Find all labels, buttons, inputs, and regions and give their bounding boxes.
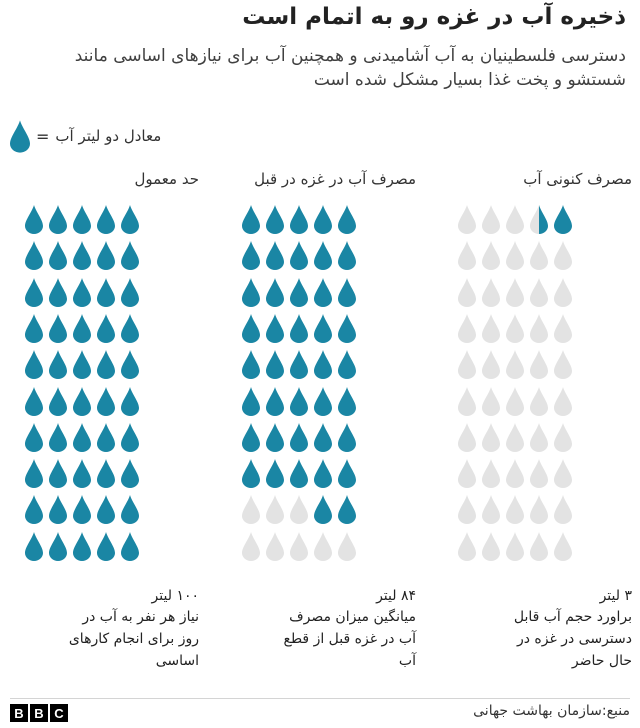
water-drop-icon: [338, 532, 356, 561]
water-drop-icon: [554, 459, 572, 488]
water-drop-icon: [314, 205, 332, 234]
value-description: نیاز هر نفر به آب در روز برای انجام کارهای اساسی: [68, 609, 199, 669]
water-drop-icon: [97, 205, 115, 234]
water-drop-icon: [266, 314, 284, 343]
water-drop-icon: [25, 278, 43, 307]
water-drop-icon: [49, 350, 67, 379]
water-drop-icon: [73, 350, 91, 379]
water-drop-icon: [121, 532, 139, 561]
water-drop-icon: [338, 387, 356, 416]
water-drop-icon: [506, 423, 524, 452]
water-drop-icon: [458, 350, 476, 379]
water-drop-icon: [97, 278, 115, 307]
water-drop-icon: [482, 532, 500, 561]
water-drop-icon: [338, 495, 356, 524]
logo-letter: C: [50, 704, 68, 722]
water-drop-icon: [458, 423, 476, 452]
water-drop-icon: [266, 241, 284, 270]
water-drop-icon: [49, 314, 67, 343]
water-drop-icon: [242, 350, 260, 379]
water-drop-icon: [25, 314, 43, 343]
logo-letter: B: [10, 704, 28, 722]
water-drop-icon: [242, 314, 260, 343]
water-drop-icon: [530, 423, 548, 452]
water-drop-icon: [554, 387, 572, 416]
water-drop-icon: [482, 314, 500, 343]
water-drop-icon: [290, 459, 308, 488]
water-drop-icon: [554, 205, 572, 234]
water-drop-icon: [25, 387, 43, 416]
water-drop-icon: [290, 350, 308, 379]
water-drop-icon: [121, 205, 139, 234]
water-drop-icon: [314, 387, 332, 416]
drop-grid: [216, 205, 356, 567]
water-drop-icon: [290, 278, 308, 307]
water-drop-icon: [25, 205, 43, 234]
water-drop-icon: [49, 423, 67, 452]
water-drop-icon: [314, 532, 332, 561]
panel-previous: [216, 0, 416, 700]
water-drop-icon: [506, 314, 524, 343]
water-drop-icon: [97, 495, 115, 524]
water-drop-icon: [530, 459, 548, 488]
value-label: ۳ لیتر: [599, 588, 632, 604]
water-drop-icon: [266, 423, 284, 452]
water-drop-icon: [97, 532, 115, 561]
water-drop-icon: [49, 495, 67, 524]
chart-title: ذخیره آب در غزه رو به اتمام است: [242, 4, 626, 30]
water-drop-icon: [314, 350, 332, 379]
drop-grid: [0, 205, 139, 567]
water-drop-icon: [458, 532, 476, 561]
footer-divider: [10, 698, 630, 699]
water-drop-icon: [338, 241, 356, 270]
panel-normal: [0, 0, 199, 700]
water-drop-icon: [121, 350, 139, 379]
water-drop-icon: [458, 241, 476, 270]
water-drop-icon: [314, 241, 332, 270]
water-drop-icon: [97, 459, 115, 488]
water-drop-icon: [290, 387, 308, 416]
water-drop-icon: [290, 241, 308, 270]
water-drop-icon: [458, 387, 476, 416]
water-drop-icon: [338, 350, 356, 379]
water-drop-icon: [506, 495, 524, 524]
water-drop-icon: [25, 495, 43, 524]
water-drop-icon: [242, 532, 260, 561]
water-drop-icon: [482, 278, 500, 307]
water-drop-icon: [49, 532, 67, 561]
water-drop-icon: [49, 459, 67, 488]
water-drop-icon: [530, 314, 548, 343]
value-label: ۸۴ لیتر: [376, 588, 416, 604]
water-drop-icon: [73, 205, 91, 234]
water-drop-icon: [338, 459, 356, 488]
water-drop-icon: [242, 387, 260, 416]
water-drop-icon: [97, 350, 115, 379]
water-drop-icon: [458, 495, 476, 524]
legend-label: معادل دو لیتر آب: [55, 127, 162, 145]
water-drop-icon: [49, 205, 67, 234]
water-drop-icon: [290, 314, 308, 343]
water-drop-icon: [290, 495, 308, 524]
water-drop-icon: [530, 532, 548, 561]
water-drop-icon: [121, 241, 139, 270]
water-drop-icon: [554, 423, 572, 452]
water-drop-icon: [314, 423, 332, 452]
water-drop-icon: [25, 423, 43, 452]
water-drop-icon: [25, 241, 43, 270]
legend-equals: =: [36, 126, 50, 146]
water-drop-icon: [314, 459, 332, 488]
water-drop-icon: [266, 278, 284, 307]
water-drop-icon: [121, 423, 139, 452]
water-drop-icon: [338, 205, 356, 234]
water-drop-icon: [554, 495, 572, 524]
water-drop-icon: [242, 205, 260, 234]
water-drop-icon: [314, 314, 332, 343]
water-drop-icon: [97, 423, 115, 452]
column-footer: [216, 586, 416, 672]
water-drop-icon: [530, 241, 548, 270]
water-drop-icon: [530, 278, 548, 307]
water-drop-icon: [266, 205, 284, 234]
value-description: میانگین میزان مصرف آب در غزه قبل از قطع آب: [283, 609, 416, 669]
water-drop-icon: [458, 314, 476, 343]
column-title: مصرف آب در غزه در قبل: [254, 170, 416, 188]
water-drop-icon: [458, 205, 476, 234]
water-drop-icon: [242, 241, 260, 270]
logo-letter: B: [30, 704, 48, 722]
water-drop-icon: [25, 459, 43, 488]
water-drop-icon: [314, 278, 332, 307]
water-drop-icon: [73, 459, 91, 488]
water-drop-icon: [266, 387, 284, 416]
water-drop-icon: [506, 241, 524, 270]
water-drop-icon: [554, 314, 572, 343]
water-drop-icon: [73, 278, 91, 307]
water-drop-icon: [530, 387, 548, 416]
value-description: براورد حجم آب قابل دسترسی در غزه در حال حاضر: [513, 609, 632, 669]
water-drop-icon: [49, 278, 67, 307]
water-drop-icon: [530, 495, 548, 524]
value-label: ۱۰۰ لیتر: [151, 588, 199, 604]
water-drop-icon: [266, 495, 284, 524]
bbc-logo: [10, 704, 68, 722]
water-drop-icon: [121, 495, 139, 524]
water-drop-icon: [506, 459, 524, 488]
water-drop-icon: [482, 205, 500, 234]
water-drop-icon: [554, 241, 572, 270]
panel-current: [432, 0, 632, 700]
water-drop-icon: [482, 350, 500, 379]
water-drop-icon: [266, 459, 284, 488]
water-drop-icon: [97, 387, 115, 416]
source-note: منبع:سازمان بهاشت جهانی: [473, 703, 630, 719]
water-drop-icon: [121, 278, 139, 307]
water-drop-icon: [554, 350, 572, 379]
water-drop-icon: [482, 241, 500, 270]
water-drop-icon: [49, 241, 67, 270]
water-drop-icon: [314, 495, 332, 524]
water-drop-icon: [73, 314, 91, 343]
water-drop-icon: [530, 205, 548, 234]
water-drop-icon: [530, 350, 548, 379]
water-drop-icon: [242, 423, 260, 452]
water-drop-icon: [73, 241, 91, 270]
water-drop-icon: [338, 314, 356, 343]
water-drop-icon: [121, 387, 139, 416]
water-drop-icon: [482, 423, 500, 452]
water-drop-icon: [338, 423, 356, 452]
water-drop-icon: [242, 278, 260, 307]
water-drop-icon: [338, 278, 356, 307]
water-drop-icon: [506, 205, 524, 234]
column-title: حد معمول: [134, 170, 199, 188]
water-drop-icon: [242, 459, 260, 488]
water-drop-icon: [121, 459, 139, 488]
column-footer: [432, 586, 632, 672]
water-drop-icon: [482, 495, 500, 524]
water-drop-icon: [482, 387, 500, 416]
water-drop-icon: [25, 350, 43, 379]
water-drop-icon: [73, 423, 91, 452]
water-drop-icon: [266, 350, 284, 379]
water-drop-icon: [97, 314, 115, 343]
water-drop-icon: [482, 459, 500, 488]
water-drop-icon: [73, 495, 91, 524]
water-drop-icon: [458, 459, 476, 488]
water-drop-icon: [290, 532, 308, 561]
drop-grid: [432, 205, 572, 567]
water-drop-icon: [25, 532, 43, 561]
water-drop-icon: [290, 205, 308, 234]
water-drop-icon: [121, 314, 139, 343]
water-drop-icon: [266, 532, 284, 561]
water-drop-icon: [97, 241, 115, 270]
water-drop-icon: [73, 387, 91, 416]
water-drop-icon: [242, 495, 260, 524]
water-drop-icon: [554, 278, 572, 307]
water-drop-icon: [506, 532, 524, 561]
water-drop-icon: [506, 387, 524, 416]
column-title: مصرف کنونی آب: [523, 170, 632, 188]
water-drop-icon: [506, 278, 524, 307]
water-drop-icon: [458, 278, 476, 307]
water-drop-icon: [290, 423, 308, 452]
water-drop-icon: [49, 387, 67, 416]
chart-subtitle: دسترسی فلسطینیان به آب آشامیدنی و همچنین آب برای نیازهای اساسی مانند شستشو و پخت غذا بسیار مشکل شده است: [74, 46, 626, 90]
water-drop-icon: [506, 350, 524, 379]
water-drop-icon: [73, 532, 91, 561]
water-drop-icon: [554, 532, 572, 561]
column-footer: [0, 586, 199, 672]
